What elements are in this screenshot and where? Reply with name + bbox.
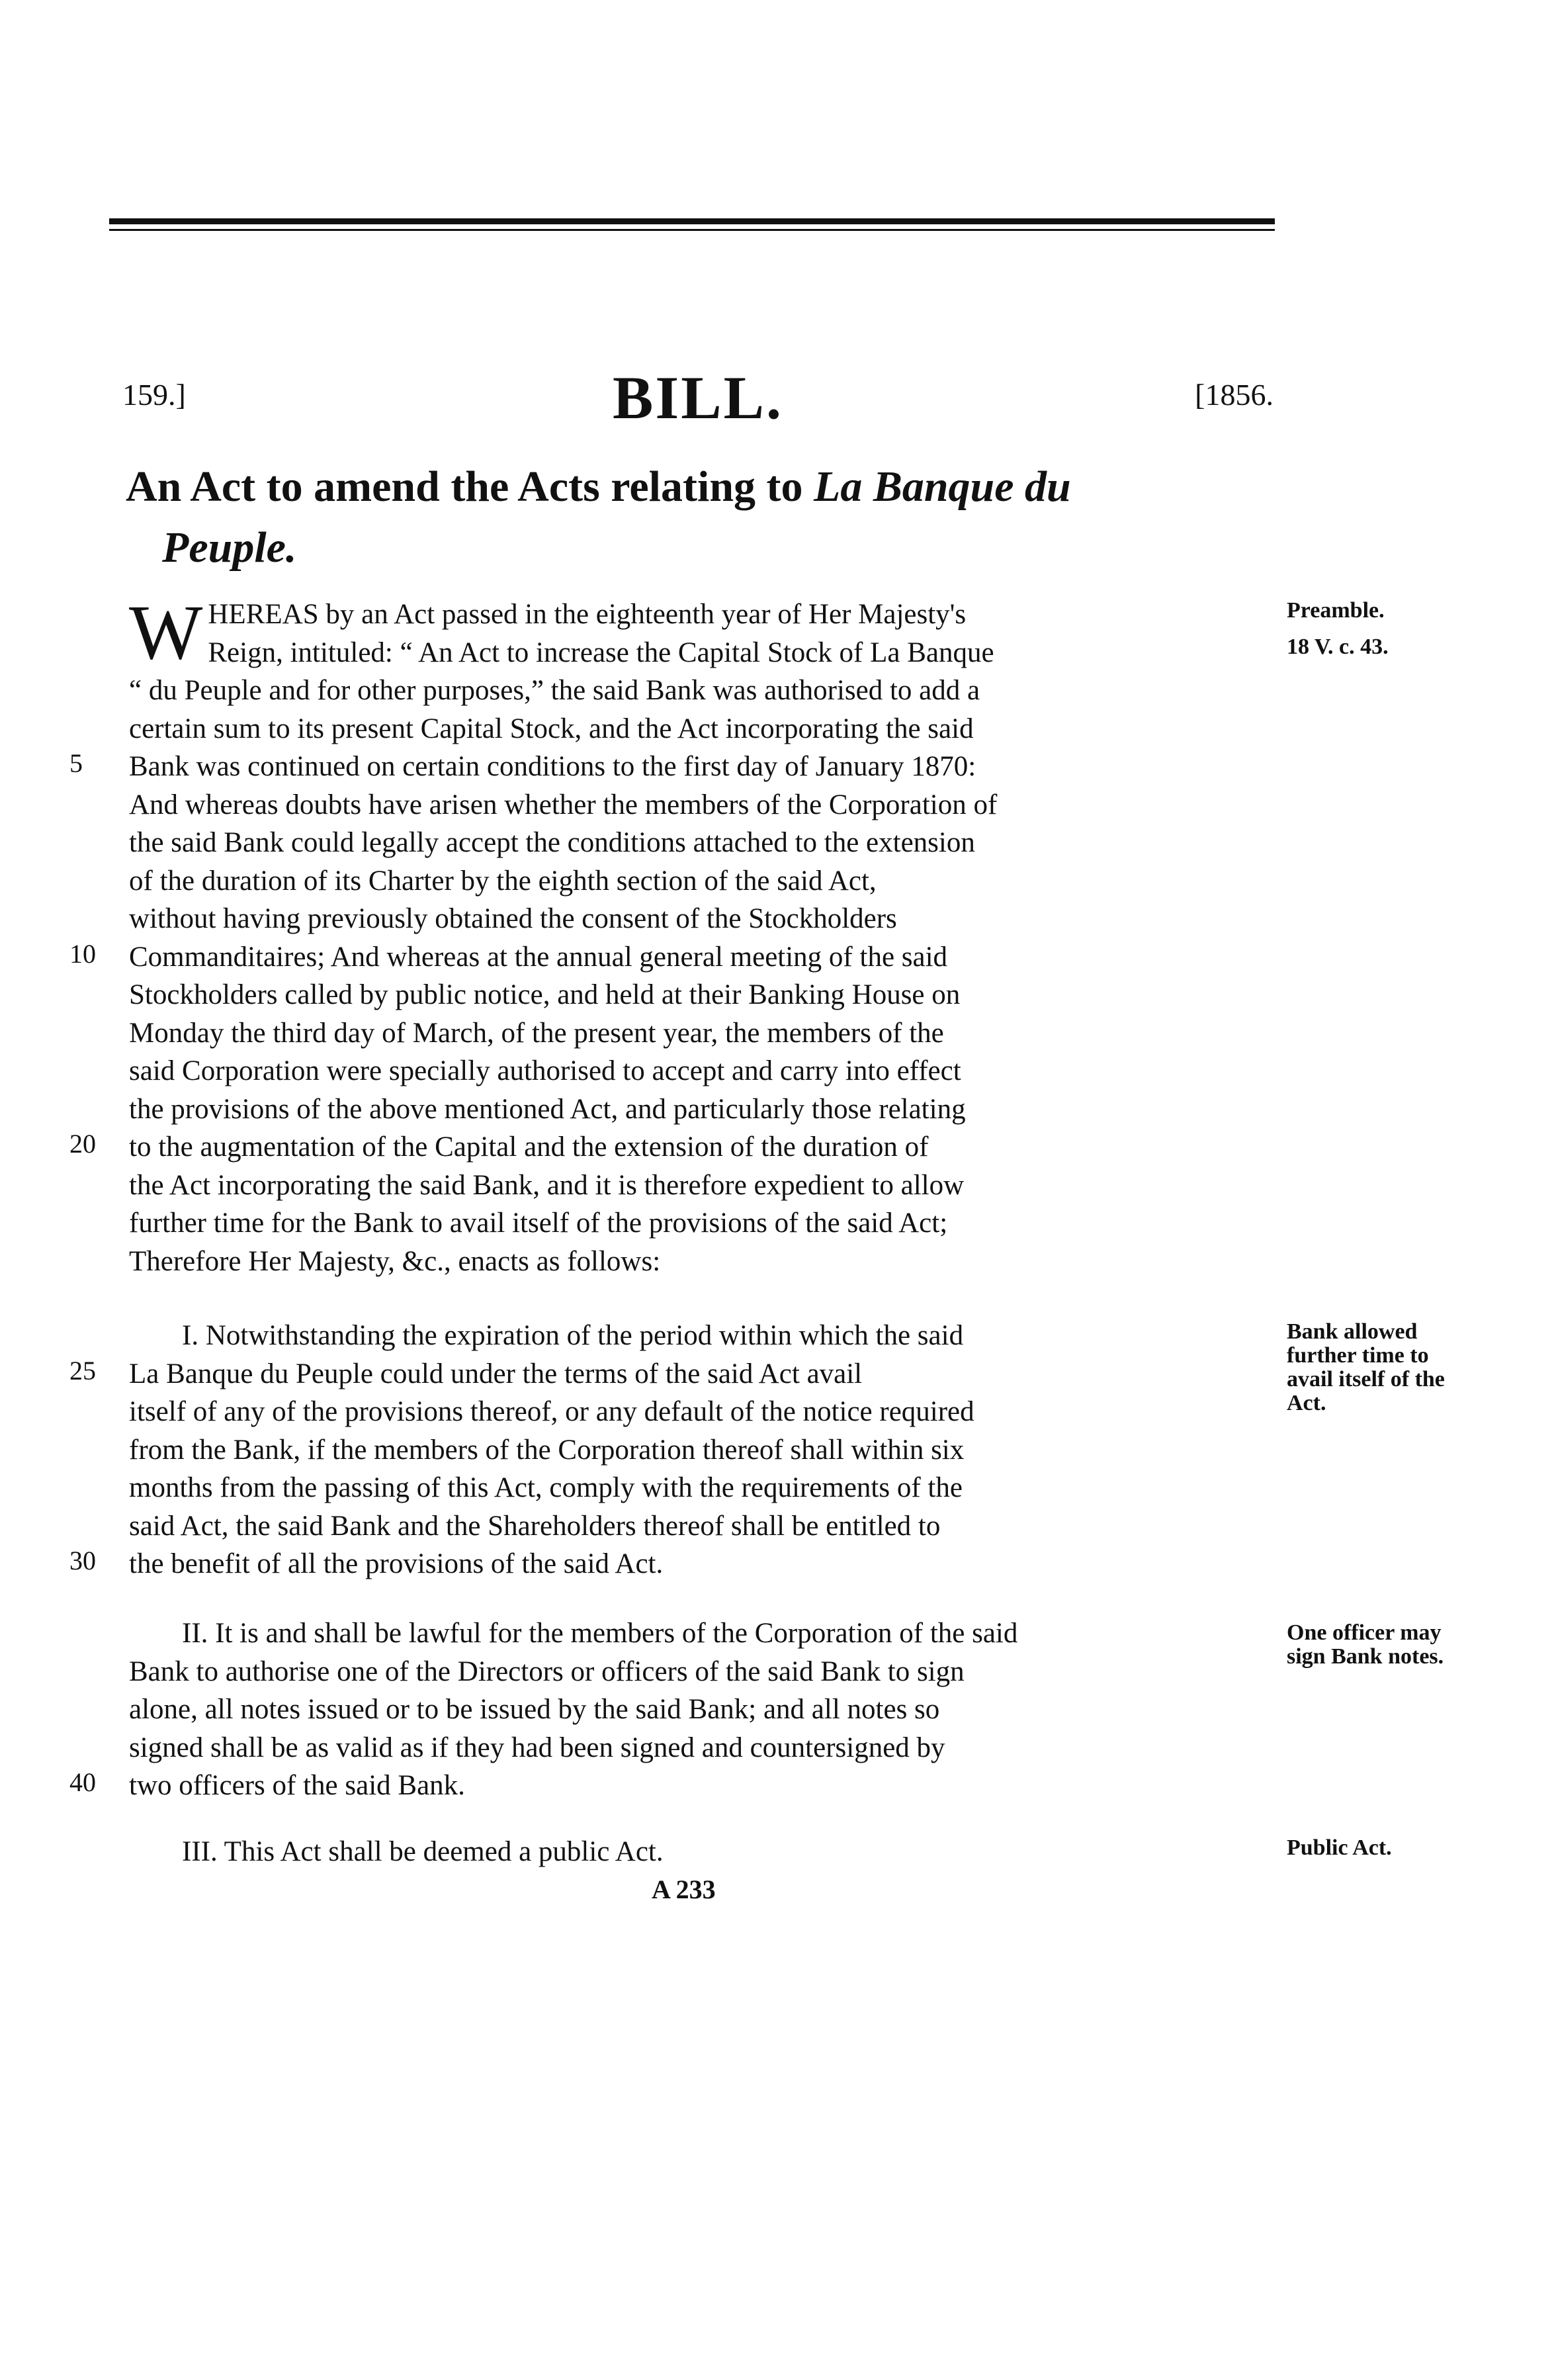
title-line-2 [126, 517, 1283, 578]
text-line: said Corporation were specially authorised to accept and carry into effect [129, 1055, 961, 1086]
text-line: Bank was continued on certain conditions to the first day of January 1870: [129, 751, 976, 782]
text-line: And whereas doubts have arisen whether the members of the Corporation of [129, 789, 998, 820]
line-number: 20 [69, 1129, 96, 1159]
title-line-1 [126, 457, 1283, 517]
bill-heading: BILL. [613, 364, 783, 431]
section-3 [129, 1833, 1283, 1871]
line-number: 25 [69, 1356, 96, 1386]
dropcap: W [129, 589, 203, 676]
title-bank-name-end: Peuple. [162, 523, 297, 572]
text-line: La Banque du Peuple could under the terms of the said Act avail [129, 1358, 863, 1389]
text-line: Bank to authorise one of the Directors or officers of the said Bank to sign [129, 1655, 965, 1687]
title-bank-name: La Banque du [814, 463, 1071, 511]
text-line: Reign, intituled: “ An Act to increase the Capital Stock of La Banque [208, 637, 994, 668]
bill-number: 159.] [122, 378, 186, 412]
text-line: to the augmentation of the Capital and the extension of the duration of [129, 1131, 929, 1163]
margin-note-section-3: Public Act. [1287, 1835, 1392, 1860]
section-2 [129, 1614, 1283, 1805]
text-line: said Act, the said Bank and the Shareholders thereof shall be entitled to [129, 1510, 941, 1542]
page-header [122, 363, 1273, 435]
text-line: alone, all notes issued or to be issued by the said Bank; and all notes so [129, 1694, 940, 1725]
margin-note-preamble: Preamble. [1287, 598, 1385, 623]
margin-note-section-1: Bank allowed further time to avail itself of the Act. [1287, 1319, 1445, 1415]
text-line: the provisions of the above mentioned Act, and particularly those relating [129, 1093, 966, 1125]
text-line: Stockholders called by public notice, and held at their Banking House on [129, 979, 961, 1010]
line-number: 5 [69, 748, 83, 778]
text-line: of the duration of its Charter by the eighth section of the said Act, [129, 865, 877, 897]
title-prefix: An Act to amend the Acts relating to [126, 463, 814, 511]
text-line: the said Bank could legally accept the conditions attached to the extension [129, 827, 975, 858]
top-rule-thick [109, 218, 1275, 224]
text-line: from the Bank, if the members of the Corporation thereof shall within six [129, 1434, 965, 1466]
text-line: I. Notwithstanding the expiration of the period within which the said [182, 1320, 964, 1351]
bill-year: [1856. [1195, 378, 1273, 412]
text-line: HEREAS by an Act passed in the eighteenth year of Her Majesty's [208, 599, 967, 630]
text-line: signed shall be as valid as if they had been signed and countersigned by [129, 1732, 945, 1763]
text-line: Monday the third day of March, of the present year, the members of the [129, 1017, 944, 1049]
text-line: the benefit of all the provisions of the said Act. [129, 1548, 664, 1579]
section-1 [129, 1317, 1283, 1583]
line-number: 30 [69, 1546, 96, 1575]
text-line: II. It is and shall be lawful for the members of the Corporation of the said [182, 1618, 1018, 1649]
preamble-body [129, 589, 1283, 1280]
line-number: 10 [69, 939, 96, 969]
text-line: two officers of the said Bank. [129, 1770, 465, 1801]
text-line: months from the passing of this Act, comply with the requirements of the [129, 1472, 963, 1503]
text-line: itself of any of the provisions thereof, or any default of the notice required [129, 1396, 974, 1427]
text-line: further time for the Bank to avail itself of the provisions of the said Act; [129, 1208, 948, 1239]
text-line: “ du Peuple and for other purposes,” the said Bank was authorised to add a [129, 675, 980, 706]
signature-mark: A 233 [652, 1874, 716, 1904]
text-line: III. This Act shall be deemed a public Act. [182, 1836, 664, 1867]
text-line: certain sum to its present Capital Stock, and the Act incorporating the said [129, 713, 974, 744]
act-title [126, 457, 1283, 578]
line-number: 40 [69, 1767, 96, 1797]
text-line: the Act incorporating the said Bank, and it is therefore expedient to allow [129, 1169, 965, 1201]
margin-note-section-2: One officer may sign Bank notes. [1287, 1620, 1444, 1669]
top-rule-thin [109, 229, 1275, 231]
text-line: Therefore Her Majesty, &c., enacts as follows: [129, 1245, 661, 1277]
text-line: Commanditaires; And whereas at the annual general meeting of the said [129, 941, 948, 973]
preamble [129, 589, 1283, 1280]
text-line: without having previously obtained the consent of the Stockholders [129, 903, 897, 934]
margin-note-reference: 18 V. c. 43. [1287, 635, 1389, 659]
